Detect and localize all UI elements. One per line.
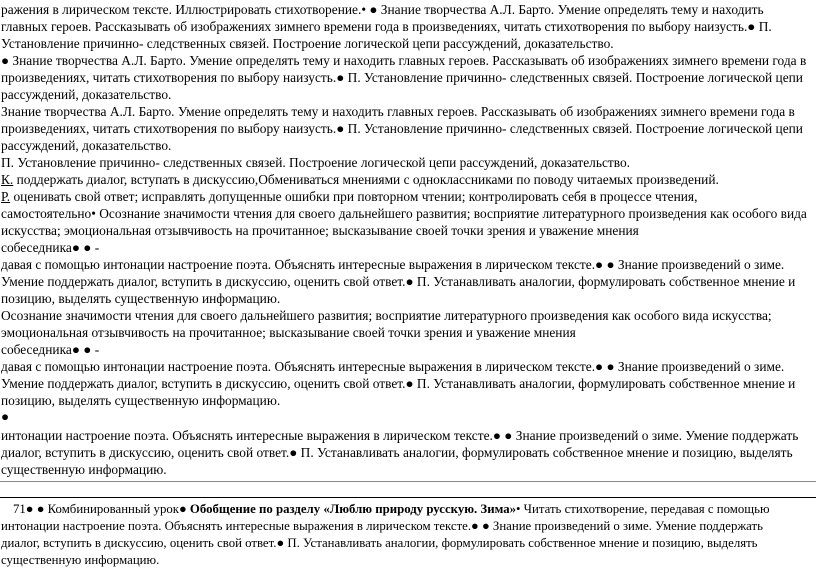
text-line: ● Знание творчества А.Л. Барто. Умение определять тему и находить главных героев. Рассказывать об изображениях зимнего времени года в <box>1 53 807 68</box>
text-line: самостоятельно• Осознание значимости чтения для своего дальнейшего развития; восприятие литературного произведения как особого вида <box>1 206 807 221</box>
text-line: Умение поддержать диалог, вступить в дискуссию, оценить свой ответ.● П. Устанавливать аналогии, формулировать собственное мнение и <box>1 376 796 391</box>
k-marker: К. <box>1 172 14 187</box>
text-line: рассуждений, доказательство. <box>1 138 172 153</box>
table-row <box>1 501 813 518</box>
table-divider <box>0 481 816 482</box>
text-line: ражения в лирическом тексте. Иллюстрировать стихотворение.• ● Знание творчества А.Л. Барто. Умение определять тему и находить <box>1 2 764 17</box>
text-line: давая с помощью интонации настроение поэта. Объяснять интересные выражения в лирическом тексте.● ● Знание произведений о зиме. <box>1 257 785 272</box>
text-line: интонации настроение поэта. Объяснять интересные выражения в лирическом тексте.● ● Знание произведений о зиме. Умение поддержать <box>1 428 799 443</box>
communicative-line <box>1 172 813 189</box>
k-text: поддержать диалог, вступать в дискуссию,Обмениваться мнениями с одноклассниками по поводу читаемых произведений. <box>13 172 719 187</box>
text-line: Умение поддержать диалог, вступить в дискуссию, оценить свой ответ.● П. Устанавливать аналогии, формулировать собственное мнение и <box>1 274 796 289</box>
row-number: 71 <box>13 502 26 516</box>
text-line: произведениях, читать стихотворения по выбору наизусть.● П. Установление причинно- следственных связей. Построение логической цепи <box>1 121 803 136</box>
text-line: рассуждений, доказательство. <box>1 87 172 102</box>
text-line: произведениях, читать стихотворения по выбору наизусть.● П. Установление причинно- следственных связей. Построение логической цепи <box>1 70 803 85</box>
text-line: искусства; эмоциональная отзывчивость на прочитанное; высказывание своей точки зрения и уважение мнения <box>1 223 639 238</box>
bullet: ● <box>1 409 10 424</box>
r-text: оценивать свой ответ; исправлять допущенные ошибки при повторном чтении; контролировать себя в процессе чтения, <box>10 189 698 204</box>
text-line: существенную информацию. <box>1 462 167 477</box>
lesson-type: ● ● Комбинированный урок● <box>25 502 190 516</box>
text-line: диалог, вступить в дискуссию, оценить свой ответ.● П. Устанавливать аналогии, формулировать собственное мнение и позицию, выделять <box>1 536 758 550</box>
text-line: Осознание значимости чтения для своего дальнейшего развития; восприятие литературного произведения как особого вида искусства; <box>1 308 772 323</box>
text-line: П. Установление причинно- следственных связей. Построение логической цепи рассуждений, доказательство. <box>1 155 631 170</box>
text-line: Знание творчества А.Л. Барто. Умение определять тему и находить главных героев. Рассказывать об изображениях зимнего времени года в <box>1 104 795 119</box>
lesson-desc: • Читать стихотворение, передавая с помощью <box>516 502 770 516</box>
lesson-title: Обобщение по разделу «Люблю природу русскую. Зима» <box>189 502 516 516</box>
text-line: главных героев. Рассказывать об изображениях зимнего времени года в произведениях, читать стихотворения по выбору наизусть.● П. <box>1 19 772 34</box>
r-marker: Р. <box>1 189 11 204</box>
text-line: давая с помощью интонации настроение поэта. Объяснять интересные выражения в лирическом тексте.● ● Знание произведений о зиме. <box>1 359 785 374</box>
text-line: Установление причинно- следственных связей. Построение логической цепи рассуждений, доказательство. <box>1 36 614 51</box>
text-line: собеседника● ● - <box>1 342 100 357</box>
text-line: существенную информацию. <box>1 553 160 567</box>
text-line: диалог, вступить в дискуссию, оценить свой ответ.● П. Устанавливать аналогии, формулировать собственное мнение и позицию, выделять <box>1 445 793 460</box>
text-line: эмоциональная отзывчивость на прочитанное; высказывание своей точки зрения и уважение мнения <box>1 325 576 340</box>
text-line: позицию, выделять существенную информацию. <box>1 393 281 408</box>
text-line: интонации настроение поэта. Объяснять интересные выражения в лирическом тексте.● ● Знание произведений о зиме. Умение поддержать <box>1 519 763 533</box>
text-line: позицию, выделять существенную информацию. <box>1 291 281 306</box>
regulative-line <box>1 189 813 206</box>
table-row-border <box>0 497 816 498</box>
text-line: собеседника● ● - <box>1 240 100 255</box>
